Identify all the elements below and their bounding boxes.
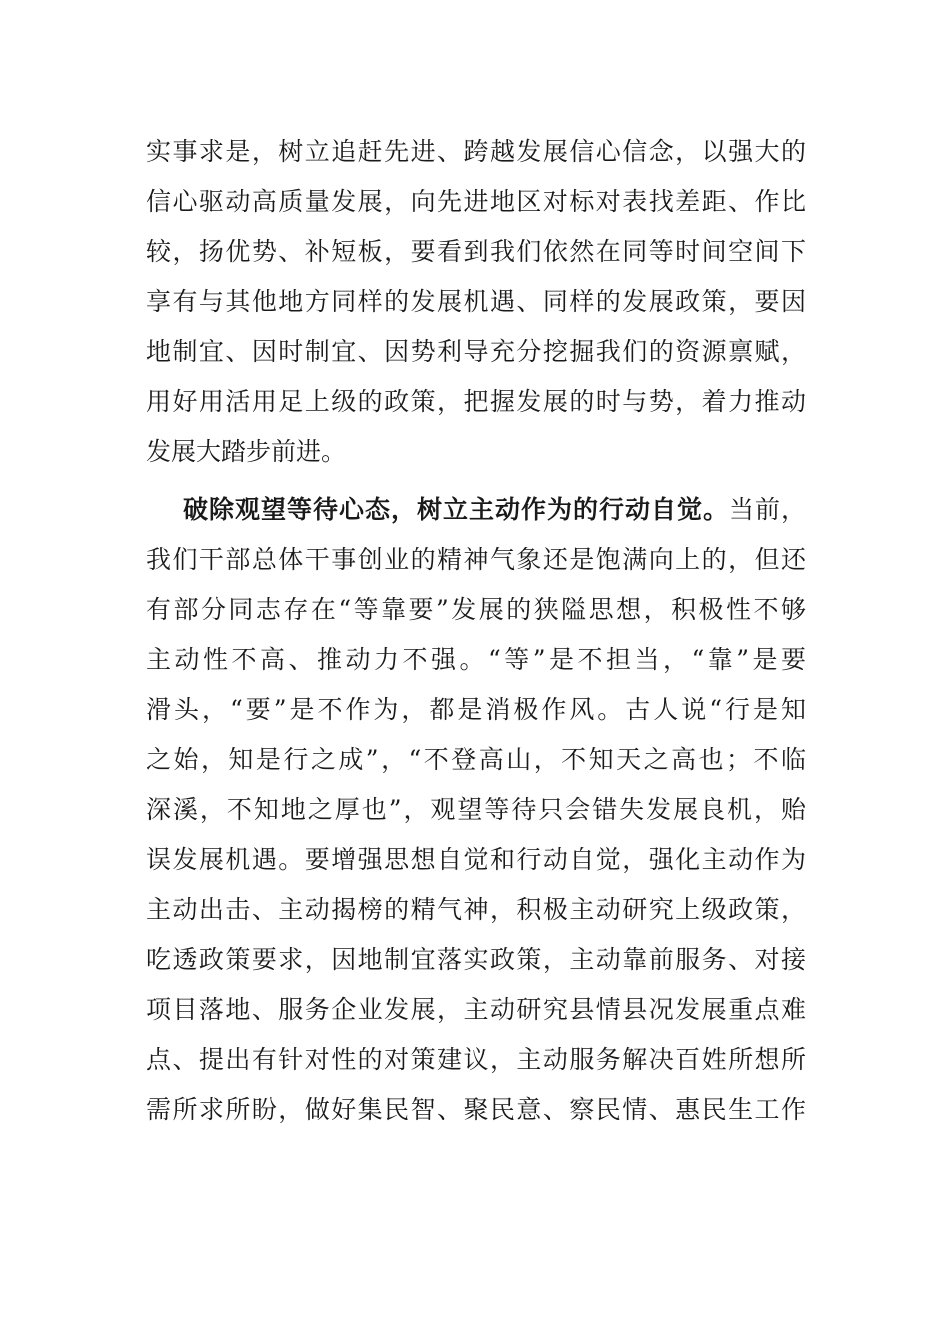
paragraph-line: 有部分同志存在“等靠要”发展的狭隘思想，积极性不够 bbox=[146, 595, 806, 624]
paragraph-line: 吃透政策要求，因地制宜落实政策，主动靠前服务、对接 bbox=[146, 945, 806, 974]
paragraph-line: 主动出击、主动揭榜的精气神，积极主动研究上级政策， bbox=[146, 895, 806, 924]
paragraph-line: 地制宜、因时制宜、因势利导充分挖掘我们的资源禀赋， bbox=[146, 337, 806, 366]
paragraph-line: 实事求是，树立追赶先进、跨越发展信心信念，以强大的 bbox=[146, 137, 806, 166]
paragraph-line: 点、提出有针对性的对策建议，主动服务解决百姓所想所 bbox=[146, 1045, 806, 1074]
paragraph-line: 需所求所盼，做好集民智、聚民意、察民情、惠民生工作 bbox=[146, 1095, 806, 1124]
paragraph-line: 之始，知是行之成”，“不登高山，不知天之高也；不临 bbox=[146, 745, 806, 774]
paragraph-first-line bbox=[183, 490, 806, 530]
paragraph-heading: 破除观望等待心态，树立主动作为的行动自觉。 bbox=[183, 495, 729, 524]
paragraph-line: 误发展机遇。要增强思想自觉和行动自觉，强化主动作为 bbox=[146, 845, 806, 874]
paragraph-line: 发展大踏步前进。 bbox=[146, 437, 347, 466]
paragraph-heading-tail: 当前， bbox=[728, 495, 806, 524]
paragraph-line: 滑头，“要”是不作为，都是消极作风。古人说“行是知 bbox=[146, 695, 806, 724]
paragraph-line: 深溪，不知地之厚也”，观望等待只会错失发展良机，贻 bbox=[146, 795, 806, 824]
paragraph-line: 享有与其他地方同样的发展机遇、同样的发展政策，要因 bbox=[146, 287, 806, 316]
paragraph-line: 我们干部总体干事创业的精神气象还是饱满向上的，但还 bbox=[146, 545, 806, 574]
paragraph-line: 主动性不高、推动力不强。“等”是不担当，“靠”是要 bbox=[146, 645, 806, 674]
paragraph-line: 用好用活用足上级的政策，把握发展的时与势，着力推动 bbox=[146, 387, 806, 416]
paragraph-line: 信心驱动高质量发展，向先进地区对标对表找差距、作比 bbox=[146, 187, 806, 216]
paragraph-line: 项目落地、服务企业发展，主动研究县情县况发展重点难 bbox=[146, 995, 806, 1024]
paragraph-line: 较，扬优势、补短板，要看到我们依然在同等时间空间下 bbox=[146, 237, 806, 266]
